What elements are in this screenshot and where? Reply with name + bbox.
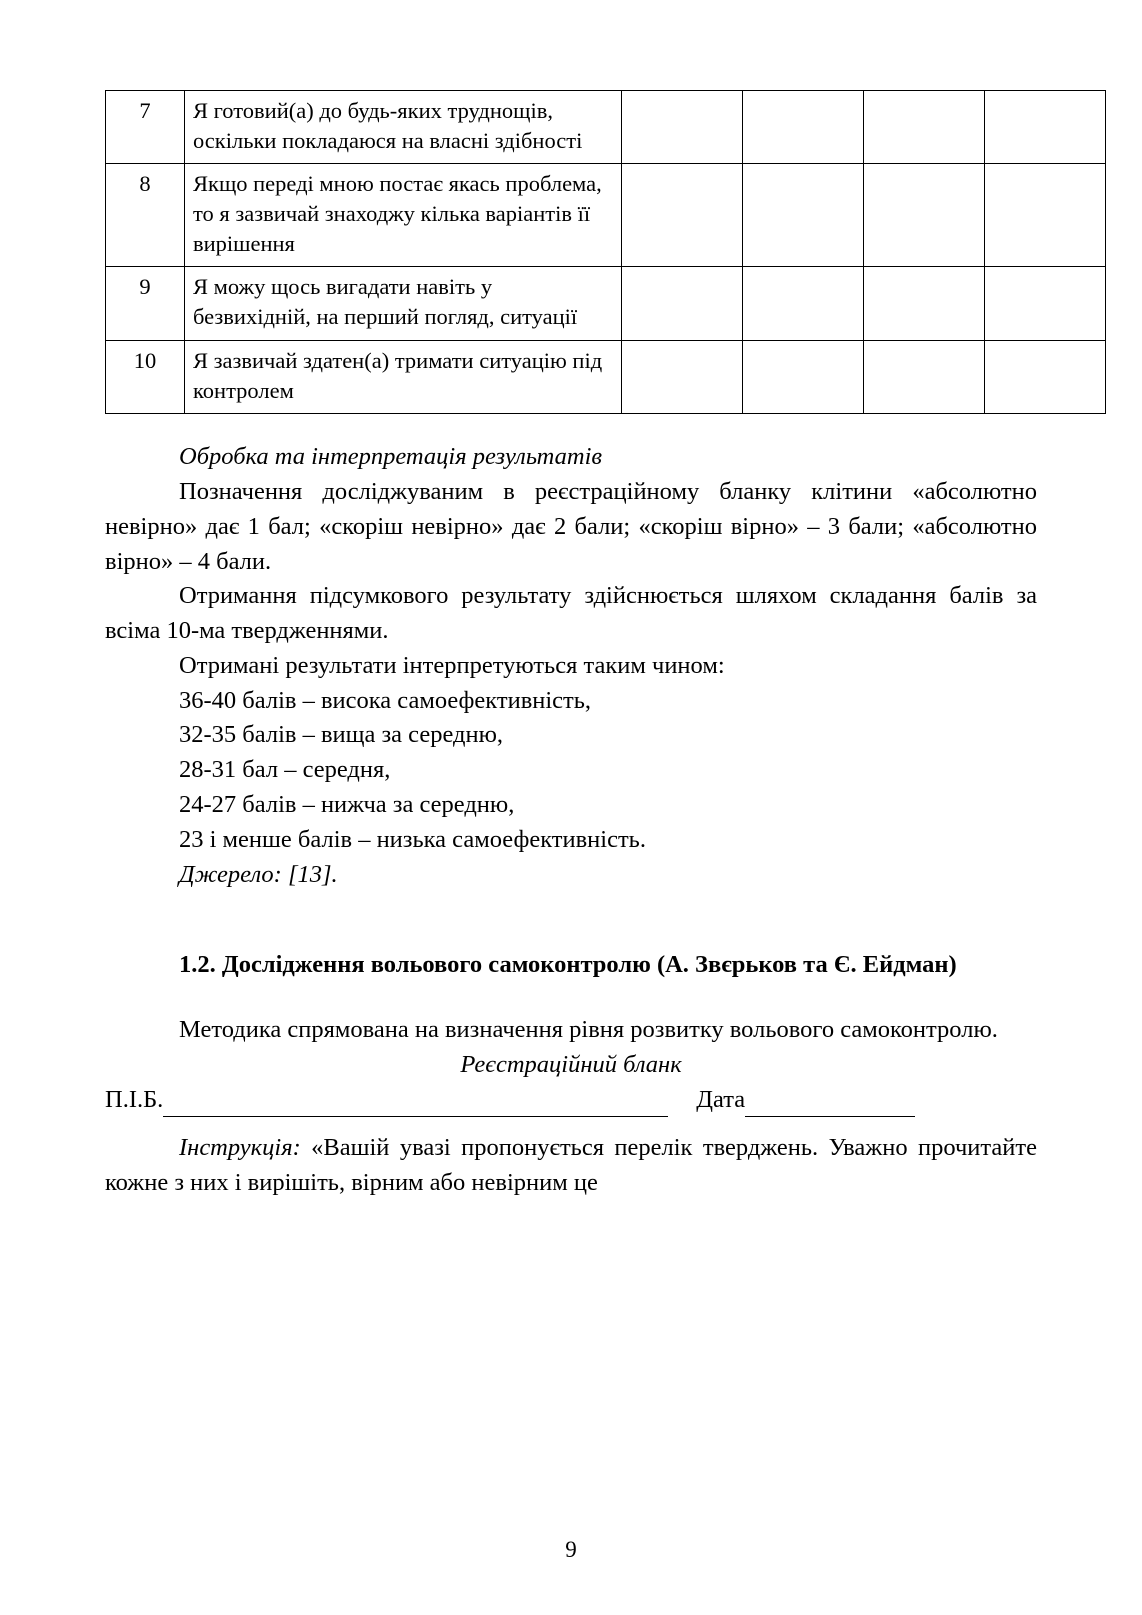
answer-cell-4[interactable] — [985, 340, 1106, 413]
answer-cell-3[interactable] — [864, 91, 985, 164]
paragraph-interpretation-intro: Отримані результати інтерпретуються таким чином: — [179, 651, 725, 679]
answer-cell-4[interactable] — [985, 164, 1106, 267]
row-number: 8 — [106, 164, 185, 267]
answer-cell-1[interactable] — [622, 267, 743, 340]
answer-cell-1[interactable] — [622, 340, 743, 413]
instruction-paragraph — [105, 1131, 1037, 1201]
answer-cell-3[interactable] — [864, 267, 985, 340]
page-number: 9 — [565, 1537, 577, 1562]
form-spacer — [105, 1117, 1037, 1131]
row-number: 7 — [106, 91, 185, 164]
instruction-label: Інструкція: — [179, 1134, 301, 1162]
row-number: 10 — [106, 340, 185, 413]
scale-item: 32-35 балів – вища за середню, — [179, 721, 504, 749]
survey-table — [105, 90, 1106, 414]
scale-item: 23 і менше балів – низька самоефективність. — [179, 825, 646, 853]
scale-item: 36-40 балів – висока самоефективність, — [179, 686, 592, 714]
answer-cell-4[interactable] — [985, 267, 1106, 340]
section-heading-number: 1.2. — [179, 951, 216, 979]
instruction-text: «Вашій увазі пропонується перелік тверджень. Уважно прочитайте кожне з них і вирішіть, вірним або невірним це — [105, 1134, 1037, 1197]
row-number: 9 — [106, 267, 185, 340]
section-heading-text: Дослідження вольового самоконтролю (А. Звєрьков та Є. Ейдман) — [215, 951, 957, 979]
answer-cell-2[interactable] — [743, 164, 864, 267]
answer-cell-2[interactable] — [743, 91, 864, 164]
answer-cell-1[interactable] — [622, 164, 743, 267]
form-title: Реєстраційний бланк — [460, 1050, 682, 1078]
survey-table-wrapper — [105, 90, 1037, 414]
section-spacer — [105, 892, 1037, 948]
processing-title: Обробка та інтерпретація результатів — [179, 443, 603, 471]
answer-cell-3[interactable] — [864, 164, 985, 267]
heading-spacer — [105, 983, 1037, 1013]
registration-fields — [105, 1083, 1037, 1118]
answer-cell-1[interactable] — [622, 91, 743, 164]
section-heading — [105, 948, 1037, 983]
survey-table-body — [106, 91, 1106, 414]
source-note: Джерело: [13]. — [179, 860, 338, 888]
answer-cell-3[interactable] — [864, 340, 985, 413]
paragraph-total: Отримання підсумкового результату здійснюється шляхом складання балів за всіма 10-ма твердженнями. — [105, 582, 1037, 645]
date-input-line[interactable] — [745, 1096, 915, 1117]
row-statement: Я зазвичай здатен(а) тримати ситуацію під контролем — [185, 340, 622, 413]
row-statement: Я готовий(а) до будь-яких труднощів, оскільки покладаюся на власні здібності — [185, 91, 622, 164]
row-statement: Я можу щось вигадати навіть у безвихідній, на перший погляд, ситуації — [185, 267, 622, 340]
table-row — [106, 91, 1106, 164]
scale-item: 28-31 бал – середня, — [179, 756, 391, 784]
answer-cell-4[interactable] — [985, 91, 1106, 164]
scale-item: 24-27 балів – нижча за середню, — [179, 791, 515, 818]
table-row — [106, 164, 1106, 267]
date-label: Дата — [696, 1085, 746, 1113]
paragraph-method: Методика спрямована на визначення рівня розвитку вольового самоконтролю. — [179, 1016, 998, 1044]
table-row — [106, 340, 1106, 413]
paragraph-scoring: Позначення досліджуваним в реєстраційному бланку клітини «абсолютно невірно» дає 1 бал; «скоріш невірно» дає 2 бали; «скоріш вірно» – 3 бали; «абсолютно вірно» – 4 бали. — [105, 477, 1037, 575]
table-row — [106, 267, 1106, 340]
name-input-line[interactable] — [163, 1096, 668, 1117]
answer-cell-2[interactable] — [743, 267, 864, 340]
name-label: П.І.Б. — [105, 1085, 164, 1113]
answer-cell-2[interactable] — [743, 340, 864, 413]
row-statement: Якщо переді мною постає якась проблема, то я зазвичай знаходжу кілька варіантів її вирішення — [185, 164, 622, 267]
